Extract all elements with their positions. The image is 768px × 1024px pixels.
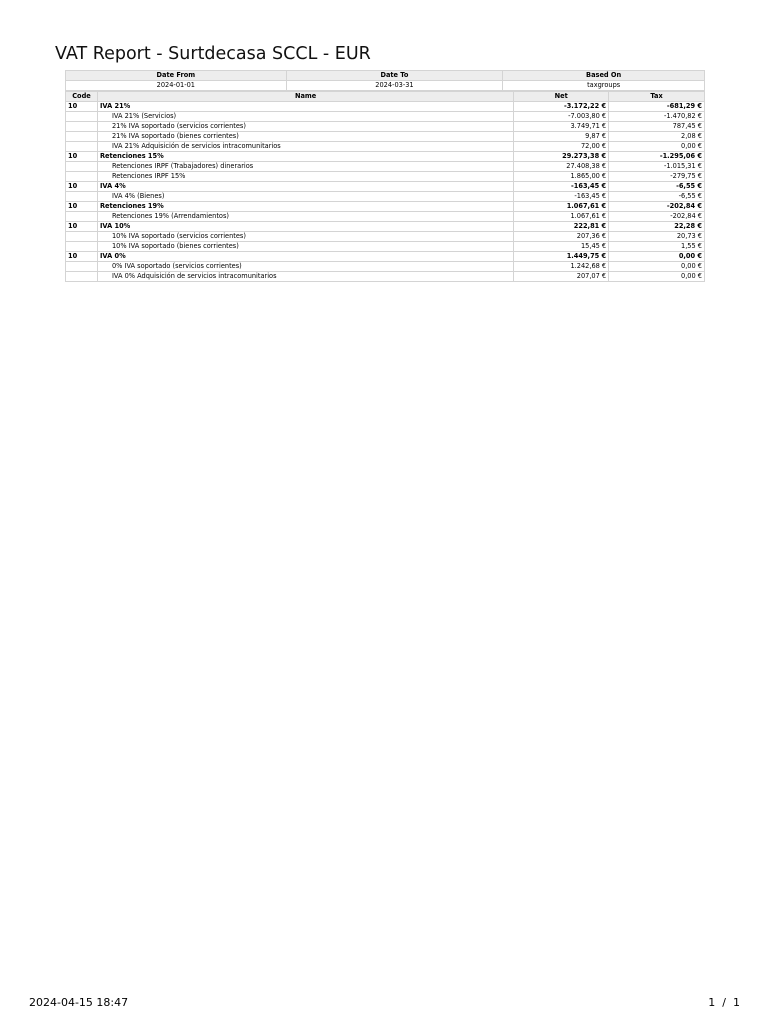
group-tax: -1.295,06 € — [609, 152, 705, 162]
line-tax: 0,00 € — [609, 262, 705, 272]
line-code-cell — [66, 242, 98, 252]
line-net: 9,87 € — [514, 132, 609, 142]
vat-report-table — [65, 91, 705, 282]
date-from-value: 2024-01-01 — [66, 81, 287, 91]
line-net: 72,00 € — [514, 142, 609, 152]
line-tax: -1.470,82 € — [609, 112, 705, 122]
line-net: 207,36 € — [514, 232, 609, 242]
line-code-cell — [66, 272, 98, 282]
group-net: -3.172,22 € — [514, 102, 609, 112]
line-name: Retenciones IRPF 15% — [97, 172, 513, 182]
group-name: IVA 10% — [97, 222, 513, 232]
line-name: IVA 21% Adquisición de servicios intracomunitarios — [97, 142, 513, 152]
net-header: Net — [514, 92, 609, 102]
line-name: IVA 4% (Bienes) — [97, 192, 513, 202]
line-code-cell — [66, 162, 98, 172]
line-code-cell — [66, 262, 98, 272]
group-tax: 22,28 € — [609, 222, 705, 232]
group-tax: -6,55 € — [609, 182, 705, 192]
line-tax: 787,45 € — [609, 122, 705, 132]
line-net: 1.067,61 € — [514, 212, 609, 222]
group-tax: 0,00 € — [609, 252, 705, 262]
group-name: IVA 0% — [97, 252, 513, 262]
tax-line-row — [66, 162, 705, 172]
tax-line-row — [66, 242, 705, 252]
parameters-header-row — [66, 71, 705, 81]
tax-header: Tax — [609, 92, 705, 102]
line-code-cell — [66, 142, 98, 152]
line-name: 0% IVA soportado (servicios corrientes) — [97, 262, 513, 272]
tax-line-row — [66, 142, 705, 152]
group-net: -163,45 € — [514, 182, 609, 192]
group-code: 10 — [66, 152, 98, 162]
group-net: 1.067,61 € — [514, 202, 609, 212]
line-code-cell — [66, 112, 98, 122]
line-net: 15,45 € — [514, 242, 609, 252]
based-on-header: Based On — [503, 71, 705, 81]
tax-group-row — [66, 252, 705, 262]
tax-line-row — [66, 172, 705, 182]
tax-line-row — [66, 192, 705, 202]
line-net: 27.408,38 € — [514, 162, 609, 172]
line-name: Retenciones IRPF (Trabajadores) dinerarios — [97, 162, 513, 172]
date-to-value: 2024-03-31 — [286, 81, 503, 91]
line-name: IVA 0% Adquisición de servicios intracomunitarios — [97, 272, 513, 282]
group-code: 10 — [66, 182, 98, 192]
line-name: Retenciones 19% (Arrendamientos) — [97, 212, 513, 222]
line-code-cell — [66, 172, 98, 182]
group-tax: -202,84 € — [609, 202, 705, 212]
tax-group-row — [66, 222, 705, 232]
print-timestamp: 2024-04-15 18:47 — [29, 996, 129, 1009]
line-code-cell — [66, 212, 98, 222]
date-to-header: Date To — [286, 71, 503, 81]
line-name: 21% IVA soportado (servicios corrientes) — [97, 122, 513, 132]
tax-group-row — [66, 182, 705, 192]
tax-line-row — [66, 212, 705, 222]
line-name: 21% IVA soportado (bienes corrientes) — [97, 132, 513, 142]
line-name: IVA 21% (Servicios) — [97, 112, 513, 122]
line-tax: 20,73 € — [609, 232, 705, 242]
tax-line-row — [66, 232, 705, 242]
line-tax: 1,55 € — [609, 242, 705, 252]
group-code: 10 — [66, 252, 98, 262]
line-net: 1.865,00 € — [514, 172, 609, 182]
line-code-cell — [66, 192, 98, 202]
group-tax: -681,29 € — [609, 102, 705, 112]
line-tax: -6,55 € — [609, 192, 705, 202]
line-net: -163,45 € — [514, 192, 609, 202]
tax-line-row — [66, 262, 705, 272]
tax-group-row — [66, 152, 705, 162]
line-tax: -1.015,31 € — [609, 162, 705, 172]
group-code: 10 — [66, 222, 98, 232]
page-number: 1 / 1 — [708, 996, 740, 1009]
parameters-value-row — [66, 81, 705, 91]
line-net: -7.003,80 € — [514, 112, 609, 122]
report-header-row — [66, 92, 705, 102]
based-on-value: taxgroups — [503, 81, 705, 91]
tax-line-row — [66, 122, 705, 132]
tax-group-row — [66, 202, 705, 212]
line-code-cell — [66, 132, 98, 142]
code-header: Code — [66, 92, 98, 102]
line-net: 207,07 € — [514, 272, 609, 282]
group-name: Retenciones 15% — [97, 152, 513, 162]
tax-line-row — [66, 132, 705, 142]
line-net: 1.242,68 € — [514, 262, 609, 272]
line-code-cell — [66, 122, 98, 132]
group-net: 29.273,38 € — [514, 152, 609, 162]
group-net: 1.449,75 € — [514, 252, 609, 262]
tax-line-row — [66, 272, 705, 282]
line-tax: -202,84 € — [609, 212, 705, 222]
line-tax: 0,00 € — [609, 142, 705, 152]
date-from-header: Date From — [66, 71, 287, 81]
group-name: IVA 21% — [97, 102, 513, 112]
line-name: 10% IVA soportado (servicios corrientes) — [97, 232, 513, 242]
group-code: 10 — [66, 202, 98, 212]
report-parameters-table — [65, 70, 705, 91]
group-code: 10 — [66, 102, 98, 112]
line-tax: 0,00 € — [609, 272, 705, 282]
line-tax: -279,75 € — [609, 172, 705, 182]
tax-line-row — [66, 112, 705, 122]
group-name: Retenciones 19% — [97, 202, 513, 212]
line-name: 10% IVA soportado (bienes corrientes) — [97, 242, 513, 252]
line-code-cell — [66, 232, 98, 242]
group-name: IVA 4% — [97, 182, 513, 192]
report-body — [66, 102, 705, 282]
line-net: 3.749,71 € — [514, 122, 609, 132]
name-header: Name — [97, 92, 513, 102]
group-net: 222,81 € — [514, 222, 609, 232]
tax-group-row — [66, 102, 705, 112]
page-title: VAT Report - Surtdecasa SCCL - EUR — [55, 44, 371, 64]
line-tax: 2,08 € — [609, 132, 705, 142]
